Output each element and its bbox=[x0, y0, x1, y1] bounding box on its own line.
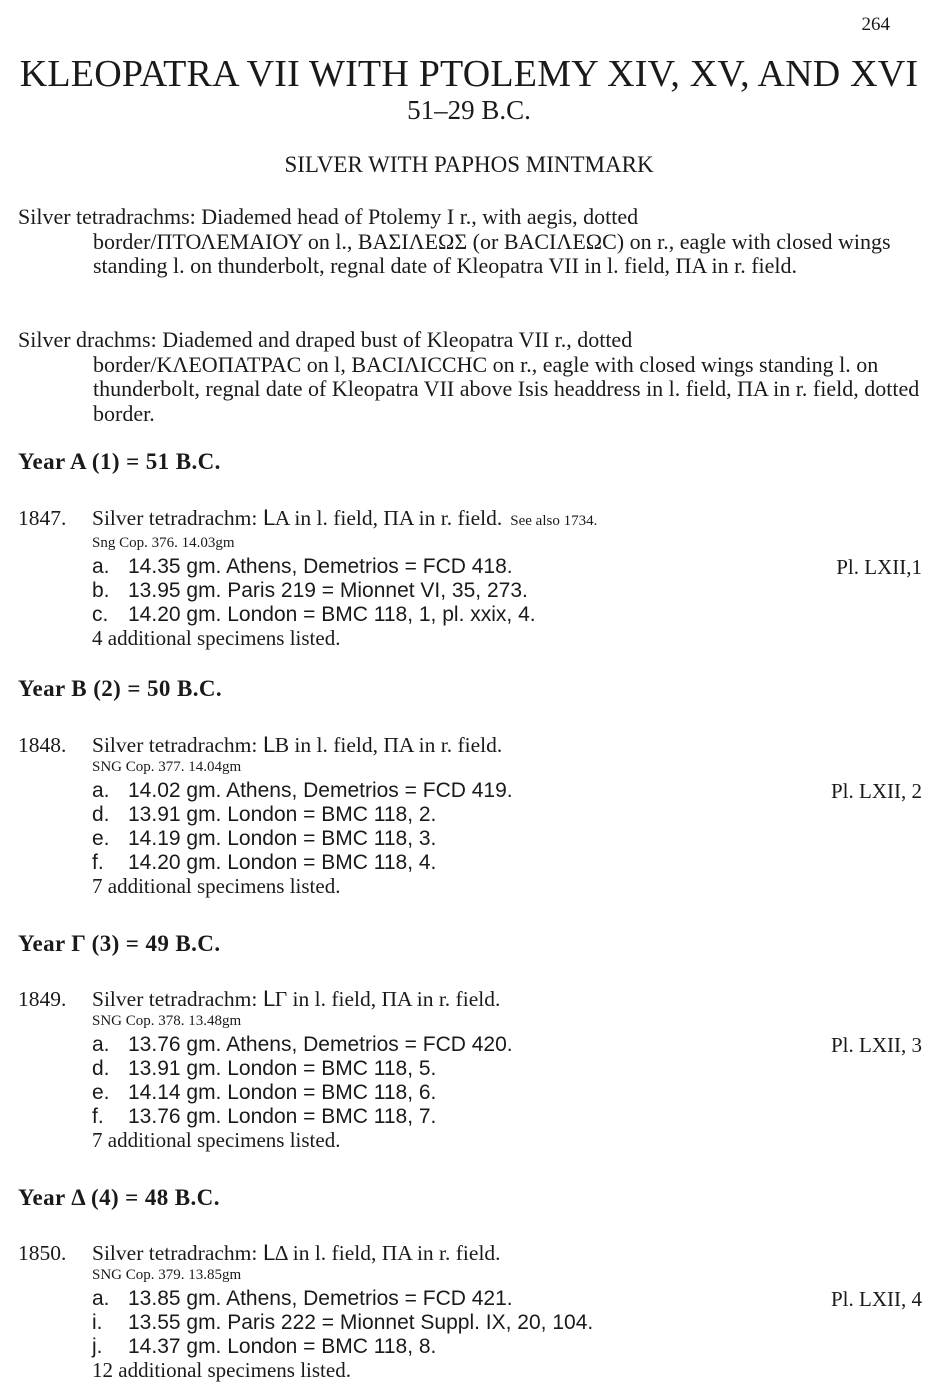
entry-number: 1848. bbox=[18, 733, 67, 757]
entry-reference: SNG Cop. 377. 14.04gm bbox=[92, 759, 242, 775]
description-tetradrachms bbox=[18, 205, 922, 279]
specimen-letter: i. bbox=[92, 1311, 103, 1334]
see-also-note: See also 1734. bbox=[510, 513, 598, 529]
specimen-row bbox=[92, 1033, 922, 1057]
entry-description: Silver tetradrachm: ᒪA in l. field, ΠΑ in r. field. bbox=[92, 506, 503, 530]
year-heading: Year Δ (4) = 48 B.C. bbox=[18, 1185, 220, 1210]
specimen-row bbox=[92, 851, 922, 875]
page-number: 264 bbox=[861, 14, 890, 35]
specimen-text: 14.37 gm. London = BMC 118, 8. bbox=[128, 1335, 437, 1358]
specimen-text: 13.55 gm. Paris 222 = Mionnet Suppl. IX, 20, 104. bbox=[128, 1311, 594, 1334]
specimen-text: 13.91 gm. London = BMC 118, 5. bbox=[128, 1057, 437, 1080]
specimen-letter: a. bbox=[92, 1033, 110, 1056]
specimen-text: 14.20 gm. London = BMC 118, 4. bbox=[128, 851, 437, 874]
specimen-row bbox=[92, 1057, 922, 1081]
specimen-row bbox=[92, 1287, 922, 1311]
additional-specimens: 12 additional specimens listed. bbox=[92, 1358, 351, 1382]
entry-description: Silver tetradrachm: ᒪΓ in l. field, ΠΑ in r. field. bbox=[92, 987, 501, 1011]
specimen-list bbox=[18, 555, 922, 627]
entry-number: 1849. bbox=[18, 987, 67, 1011]
specimen-list bbox=[18, 1287, 922, 1359]
entry-reference: Sng Cop. 376. 14.03gm bbox=[92, 535, 235, 551]
specimen-list bbox=[18, 779, 922, 875]
additional-specimens: 4 additional specimens listed. bbox=[92, 626, 341, 650]
specimen-letter: f. bbox=[92, 851, 104, 874]
description-drachms bbox=[18, 328, 922, 426]
plate-reference: Pl. LXII,1 bbox=[836, 555, 922, 579]
specimen-letter: a. bbox=[92, 779, 110, 802]
specimen-text: 13.76 gm. Athens, Demetrios = FCD 420. bbox=[128, 1033, 513, 1056]
specimen-row bbox=[92, 779, 922, 803]
catalog-entry bbox=[18, 505, 922, 649]
specimen-letter: d. bbox=[92, 1057, 110, 1080]
year-heading: Year A (1) = 51 B.C. bbox=[18, 449, 221, 474]
specimen-row bbox=[92, 579, 922, 603]
catalog-entry bbox=[18, 732, 922, 897]
entry-number: 1850. bbox=[18, 1241, 67, 1265]
plate-reference: Pl. LXII, 2 bbox=[831, 779, 922, 803]
specimen-letter: c. bbox=[92, 603, 109, 626]
description-body: border/ΚΛΕΟΠΑΤΡΑC on l, ΒΑCΙΛΙCCΗC on r., eagle with closed wings standing l. on thunderbolt, regnal date of Kleopatra VII above Isis headdress in l. field, ΠΑ in r. field, dotted border. bbox=[93, 351, 920, 426]
plate-reference: Pl. LXII, 3 bbox=[831, 1033, 922, 1057]
section-subtitle: SILVER WITH PAPHOS MINTMARK bbox=[284, 152, 654, 177]
entry-header bbox=[18, 986, 922, 1012]
specimen-text: 14.20 gm. London = BMC 118, 1, pl. xxix, 4. bbox=[128, 603, 536, 626]
year-heading: Year B (2) = 50 B.C. bbox=[18, 676, 223, 701]
reign-dates: 51–29 B.C. bbox=[407, 95, 531, 125]
entry-reference: SNG Cop. 378. 13.48gm bbox=[92, 1013, 242, 1029]
description-first-line: Silver tetradrachms: Diademed head of Ptolemy I r., with aegis, dotted bbox=[18, 204, 639, 229]
specimen-row bbox=[92, 1311, 922, 1335]
specimen-row bbox=[92, 1335, 922, 1359]
description-body: border/ΠΤΟΛΕΜΑΙΟΥ on l., ΒΑΣΙΛΕΩΣ (or ΒΑCΙΛΕΩC) on r., eagle with closed wings standing l. on thunderbolt, regnal date of Kleopatra VII in l. field, ΠΑ in r. field. bbox=[93, 228, 891, 278]
specimen-row bbox=[92, 1081, 922, 1105]
specimen-text: 14.14 gm. London = BMC 118, 6. bbox=[128, 1081, 437, 1104]
specimen-letter: e. bbox=[92, 1081, 110, 1104]
specimen-text: 14.02 gm. Athens, Demetrios = FCD 419. bbox=[128, 779, 513, 802]
specimen-text: 14.35 gm. Athens, Demetrios = FCD 418. bbox=[128, 555, 513, 578]
specimen-row bbox=[92, 555, 922, 579]
specimen-text: 14.19 gm. London = BMC 118, 3. bbox=[128, 827, 437, 850]
specimen-text: 13.91 gm. London = BMC 118, 2. bbox=[128, 803, 437, 826]
year-heading: Year Γ (3) = 49 B.C. bbox=[18, 931, 221, 956]
plate-reference: Pl. LXII, 4 bbox=[831, 1287, 922, 1311]
specimen-list bbox=[18, 1033, 922, 1129]
specimen-letter: b. bbox=[92, 579, 110, 602]
specimen-row bbox=[92, 1105, 922, 1129]
catalog-entry bbox=[18, 1240, 922, 1381]
entry-header bbox=[18, 505, 922, 534]
specimen-text: 13.95 gm. Paris 219 = Mionnet VI, 35, 273. bbox=[128, 579, 528, 602]
specimen-row bbox=[92, 827, 922, 851]
specimen-letter: a. bbox=[92, 1287, 110, 1310]
entry-header bbox=[18, 732, 922, 758]
entry-reference: SNG Cop. 379. 13.85gm bbox=[92, 1267, 242, 1283]
specimen-letter: f. bbox=[92, 1105, 104, 1128]
page-title: KLEOPATRA VII WITH PTOLEMY XIV, XV, AND XVI bbox=[19, 53, 919, 95]
specimen-text: 13.85 gm. Athens, Demetrios = FCD 421. bbox=[128, 1287, 513, 1310]
additional-specimens: 7 additional specimens listed. bbox=[92, 1128, 341, 1152]
specimen-letter: e. bbox=[92, 827, 110, 850]
specimen-letter: d. bbox=[92, 803, 110, 826]
entry-description: Silver tetradrachm: ᒪΔ in l. field, ΠΑ in r. field. bbox=[92, 1241, 501, 1265]
specimen-row bbox=[92, 803, 922, 827]
entry-header bbox=[18, 1240, 922, 1266]
specimen-letter: a. bbox=[92, 555, 110, 578]
entry-description: Silver tetradrachm: ᒪB in l. field, ΠΑ in r. field. bbox=[92, 733, 503, 757]
specimen-text: 13.76 gm. London = BMC 118, 7. bbox=[128, 1105, 437, 1128]
entry-number: 1847. bbox=[18, 506, 67, 530]
description-first-line: Silver drachms: Diademed and draped bust of Kleopatra VII r., dotted bbox=[18, 327, 633, 352]
specimen-letter: j. bbox=[92, 1335, 103, 1358]
additional-specimens: 7 additional specimens listed. bbox=[92, 874, 341, 898]
specimen-row bbox=[92, 603, 922, 627]
catalog-entry bbox=[18, 986, 922, 1151]
